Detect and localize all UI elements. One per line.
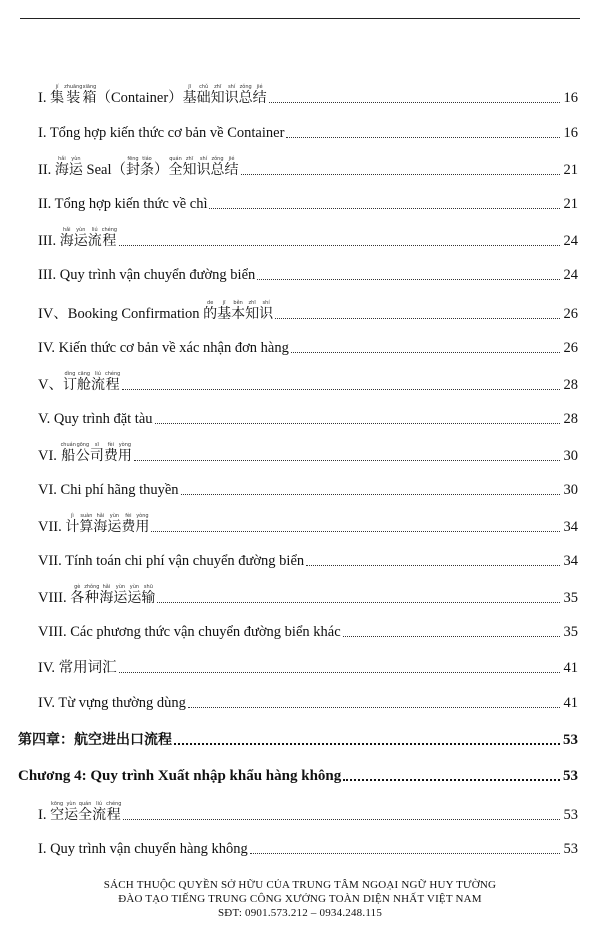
toc-title: VIII. Các phương thức vận chuyển đường biển khác (38, 624, 341, 640)
toc-entry-8-vi[interactable] (38, 619, 578, 641)
page-footer (0, 878, 600, 920)
toc-chapter-4-zh[interactable] (18, 727, 578, 749)
ruby-char: 知zhī (210, 84, 225, 106)
toc-entry-6-zh[interactable] (38, 443, 578, 465)
dot-leader (157, 602, 560, 603)
dot-leader (269, 102, 560, 103)
pinyin: chéng (104, 371, 121, 377)
toc-title: I. 空kōng运yùn全quán流liú程chéng (38, 801, 122, 823)
pinyin: hǎi (99, 584, 114, 590)
toc-title: IV、Booking Confirmation 的de基jī本běn知zhī识shí (38, 300, 274, 322)
ruby-char: 费fèi (103, 442, 118, 464)
pinyin: chéng (106, 801, 122, 807)
dot-leader (250, 853, 560, 854)
chinese-text (203, 300, 274, 322)
ruby-char: 总zǒng (238, 84, 253, 106)
ruby-char: 知zhī (182, 156, 197, 178)
dot-leader (209, 208, 560, 209)
pinyin: kōng (50, 801, 65, 807)
pinyin: zǒng (210, 156, 225, 162)
pinyin: liú (90, 371, 105, 377)
page-number: 41 (563, 695, 578, 711)
ruby-char: 海hǎi (54, 156, 69, 178)
ruby-char: 海hǎi (93, 513, 108, 535)
pinyin: jī (182, 84, 197, 90)
chinese-text (60, 442, 132, 464)
toc-title: VI. Chi phí hãng thuyền (38, 482, 179, 498)
page-number: 28 (563, 411, 578, 427)
page-number: 35 (563, 590, 578, 606)
chinese-text (59, 227, 118, 249)
dot-leader (174, 743, 560, 745)
chinese-text (50, 801, 122, 823)
pinyin: chéng (101, 227, 118, 233)
ruby-char: 结jié (252, 84, 267, 106)
dot-leader (119, 245, 560, 246)
pinyin: jié (252, 84, 267, 90)
dot-leader (291, 352, 560, 353)
ruby-char: 司sī (89, 442, 104, 464)
toc-entry-10-zh[interactable] (38, 802, 578, 824)
toc-entry-8-zh[interactable] (38, 585, 578, 607)
toc-title: I. Tổng hợp kiến thức cơ bản về Container (38, 125, 285, 141)
pinyin: zhuāng (64, 84, 83, 90)
toc-title: IV. Kiến thức cơ bản về xác nhận đơn hàng (38, 340, 289, 356)
pinyin: chǔ (196, 84, 211, 90)
page-number: 30 (563, 482, 578, 498)
ruby-char: 全quán (78, 801, 93, 823)
footer-line-1: SÁCH THUỘC QUYỀN SỞ HỮU CỦA TRUNG TÂM NGOẠI NGỮ HUY TƯỜNG (103, 879, 497, 891)
chinese-text (50, 84, 97, 106)
toc-entry-10-vi[interactable] (38, 836, 578, 858)
ruby-char: 空kōng (50, 801, 65, 823)
pinyin: yùn (73, 227, 88, 233)
pinyin: jī (217, 300, 232, 306)
pinyin: shí (196, 156, 211, 162)
ruby-char: 程chéng (106, 801, 122, 823)
page-number: 53 (563, 841, 578, 857)
page-number: 41 (563, 660, 578, 676)
toc-entry-7-zh[interactable] (38, 514, 578, 536)
toc-title: Chương 4: Quy trình Xuất nhập khẩu hàng không (18, 768, 342, 784)
ruby-char: 舱cāng (76, 371, 91, 393)
toc-chapter-4-vi[interactable] (18, 763, 578, 785)
ruby-char: 船chuán (60, 442, 76, 464)
pinyin: liú (92, 801, 107, 807)
footer-line-3: SĐT: 0901.573.212 – 0934.248.115 (217, 907, 383, 919)
page-number: 53 (563, 732, 578, 748)
pinyin: yùn (64, 801, 79, 807)
toc-title: VII. 计jì算suàn海hǎi运yùn费fèi用yòng (38, 513, 150, 535)
chinese-text (54, 156, 83, 178)
pinyin: hǎi (93, 513, 108, 519)
page-number: 35 (563, 624, 578, 640)
pinyin: suàn (79, 513, 94, 519)
pinyin: sī (89, 442, 104, 448)
pinyin: zhǒng (84, 584, 100, 590)
pinyin: dìng (62, 371, 77, 377)
chinese-text (168, 156, 239, 178)
toc-title: IV. Từ vựng thường dùng (38, 695, 186, 711)
footer-line-2: ĐÀO TẠO TIẾNG TRUNG CÔNG XƯỞNG TOÀN DIỆN NHẤT VIỆT NAM (118, 893, 482, 905)
toc-entry-6-vi[interactable] (38, 477, 578, 499)
pinyin: yùn (107, 513, 122, 519)
ruby-char: 流liú (87, 227, 102, 249)
pinyin: zhī (245, 300, 260, 306)
ruby-char: 各gè (70, 584, 85, 606)
ruby-char: 用yòng (135, 513, 150, 535)
pinyin: yòng (135, 513, 150, 519)
dot-leader (306, 565, 560, 566)
ruby-char: 公gōng (75, 442, 90, 464)
page-number: 28 (563, 377, 578, 393)
pinyin: hǎi (54, 156, 69, 162)
ruby-char: 算suàn (79, 513, 94, 535)
page-number: 24 (563, 233, 578, 249)
toc-entry-4-vi[interactable] (38, 335, 578, 357)
ruby-char: 识shí (196, 156, 211, 178)
toc-title: VI. 船chuán公gōng司sī费fèi用yòng (38, 442, 132, 464)
pinyin: chuán (60, 442, 76, 448)
ruby-char: 海hǎi (59, 227, 74, 249)
pinyin: yùn (68, 156, 83, 162)
ruby-char: 封fēng (126, 156, 141, 178)
chinese-text (70, 584, 156, 606)
toc-title: I. 集jí装zhuāng箱xiāng（Container）基jī础chǔ知zhī识shí总zǒng结jié (38, 84, 267, 106)
toc-entry-3-zh[interactable] (38, 228, 578, 250)
dot-leader (188, 707, 560, 708)
dot-leader (241, 174, 560, 175)
toc-title: III. Quy trình vận chuyển đường biển (38, 267, 256, 283)
toc-entry-4-zh[interactable] (38, 301, 578, 323)
pinyin: fèi (121, 513, 136, 519)
pinyin: shū (141, 584, 156, 590)
dot-leader (181, 494, 560, 495)
ruby-char: 程chéng (104, 371, 121, 393)
page-number: 53 (563, 807, 578, 823)
ruby-char: 箱xiāng (82, 84, 97, 106)
ruby-char: 结jié (224, 156, 239, 178)
toc-entry-9-vi[interactable] (38, 690, 578, 712)
pinyin: jí (50, 84, 65, 90)
ruby-char: 运yùn (113, 584, 128, 606)
page-number: 26 (563, 340, 578, 356)
dot-leader (134, 460, 560, 461)
page-number: 16 (563, 125, 578, 141)
ruby-char: 用yòng (117, 442, 132, 464)
pinyin: tiáo (140, 156, 154, 162)
chinese-text (182, 84, 267, 106)
pinyin: quán (168, 156, 183, 162)
dot-leader (286, 137, 560, 138)
dot-leader (123, 819, 560, 820)
toc-entry-1-zh[interactable] (38, 85, 578, 107)
pinyin: zhī (182, 156, 197, 162)
ruby-char: 程chéng (101, 227, 118, 249)
toc-title: V. Quy trình đặt tàu (38, 411, 153, 427)
toc-title: VII. Tính toán chi phí vận chuyển đường biển (38, 553, 305, 569)
pinyin: jì (65, 513, 80, 519)
pinyin: shí (259, 300, 274, 306)
ruby-char: 订dìng (62, 371, 77, 393)
pinyin: hǎi (59, 227, 74, 233)
ruby-char: 全quán (168, 156, 183, 178)
pinyin: yùn (127, 584, 142, 590)
ruby-char: 海hǎi (99, 584, 114, 606)
pinyin: shí (224, 84, 239, 90)
pinyin: yòng (117, 442, 132, 448)
ruby-char: 总zǒng (210, 156, 225, 178)
ruby-char: 基jī (217, 300, 232, 322)
dot-leader (119, 672, 560, 673)
toc-title: 第四章：航空进出口流程 (18, 732, 172, 748)
toc-title: V、订dìng舱cāng流liú程chéng (38, 371, 121, 393)
page-number: 21 (563, 162, 578, 178)
ruby-char: 集jí (50, 84, 65, 106)
pinyin: zǒng (238, 84, 253, 90)
page-number: 24 (563, 267, 578, 283)
toc-entry-9-zh[interactable] (38, 655, 578, 677)
chinese-text (126, 156, 155, 178)
ruby-char: 种zhǒng (84, 584, 100, 606)
chinese-text (65, 513, 150, 535)
ruby-char: 识shí (224, 84, 239, 106)
ruby-char: 运yùn (127, 584, 142, 606)
toc-entry-5-vi[interactable] (38, 406, 578, 428)
dot-leader (151, 531, 560, 532)
page-number: 34 (563, 519, 578, 535)
toc-title: IV. 常用词汇 (38, 660, 117, 676)
ruby-char: 运yùn (73, 227, 88, 249)
page-number: 16 (563, 90, 578, 106)
toc-entry-3-vi[interactable] (38, 262, 578, 284)
pinyin: gè (70, 584, 85, 590)
ruby-char: 流liú (92, 801, 107, 823)
dot-leader (343, 636, 560, 637)
pinyin: liú (87, 227, 102, 233)
ruby-char: 础chǔ (196, 84, 211, 106)
dot-leader (155, 423, 560, 424)
ruby-char: 装zhuāng (64, 84, 83, 106)
pinyin: gōng (75, 442, 90, 448)
pinyin: fèi (103, 442, 118, 448)
page-number: 53 (563, 768, 578, 784)
pinyin: běn (231, 300, 246, 306)
dot-leader (122, 389, 560, 390)
ruby-char: 计jì (65, 513, 80, 535)
toc-title: III. 海hǎi运yùn流liú程chéng (38, 227, 118, 249)
ruby-char: 流liú (90, 371, 105, 393)
ruby-char: 知zhī (245, 300, 260, 322)
pinyin: de (203, 300, 218, 306)
pinyin: fēng (126, 156, 141, 162)
toc-title: II. Tổng hợp kiến thức về chì (38, 196, 208, 212)
ruby-char: 运yùn (107, 513, 122, 535)
ruby-char: 本běn (231, 300, 246, 322)
page-number: 34 (563, 553, 578, 569)
dot-leader (275, 318, 560, 319)
pinyin: yùn (113, 584, 128, 590)
pinyin: xiāng (82, 84, 97, 90)
top-rule (20, 18, 580, 19)
toc-entry-2-vi[interactable] (38, 191, 578, 213)
ruby-char: 条tiáo (140, 156, 155, 178)
ruby-char: 运yùn (64, 801, 79, 823)
toc-title: VIII. 各gè种zhǒng海hǎi运yùn运yùn输shū (38, 584, 156, 606)
ruby-char: 输shū (141, 584, 156, 606)
ruby-char: 识shí (259, 300, 274, 322)
toc-entry-2-zh[interactable] (38, 157, 578, 179)
pinyin: zhī (210, 84, 225, 90)
page-number: 26 (563, 306, 578, 322)
toc-title: II. 海hǎi运yùn Seal（封fēng条tiáo）全quán知zhī识shí总zǒng结jié (38, 156, 239, 178)
page-number: 30 (563, 448, 578, 464)
ruby-char: 运yùn (68, 156, 83, 178)
toc-title: I. Quy trình vận chuyển hàng không (38, 841, 248, 857)
toc-entry-5-zh[interactable] (38, 372, 578, 394)
pinyin: jié (224, 156, 239, 162)
ruby-char: 费fèi (121, 513, 136, 535)
pinyin: cāng (76, 371, 91, 377)
dot-leader (257, 279, 560, 280)
pinyin: quán (78, 801, 93, 807)
toc-entry-7-vi[interactable] (38, 548, 578, 570)
page-number: 21 (563, 196, 578, 212)
ruby-char: 的de (203, 300, 218, 322)
dot-leader (343, 779, 560, 781)
toc-entry-1-vi[interactable] (38, 120, 578, 142)
ruby-char: 基jī (182, 84, 197, 106)
